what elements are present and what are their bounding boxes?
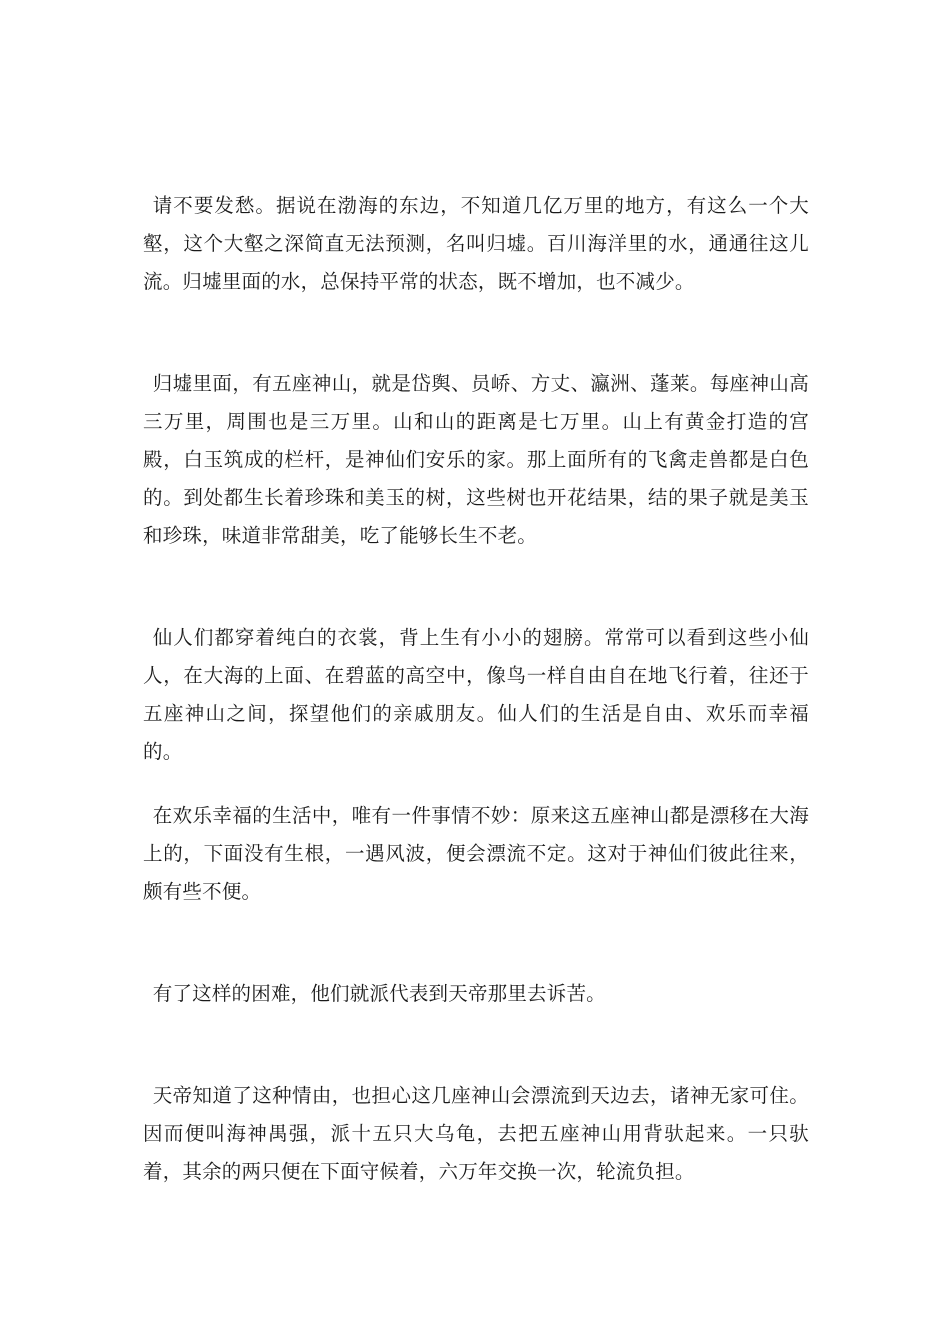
paragraph-2: 归墟里面，有五座神山，就是岱舆、员峤、方丈、瀛洲、蓬莱。每座神山高三万里，周围也是三万里。山和山的距离是七万里。山上有黄金打造的宫殿，白玉筑成的栏杆，是神仙们安乐的家。那上面所有的飞禽走兽都是白色的。到处都生长着珍珠和美玉的树，这些树也开花结果，结的果子就是美玉和珍珠，味道非常甜美，吃了能够长生不老。 [143, 372, 809, 547]
paragraph-4: 在欢乐幸福的生活中，唯有一件事情不妙：原来这五座神山都是漂移在大海上的，下面没有生根，一遇风波，便会漂流不定。这对于神仙们彼此往来，颇有些不便。 [143, 804, 809, 903]
paragraph-1: 请不要发愁。据说在渤海的东边，不知道几亿万里的地方，有这么一个大壑，这个大壑之深简直无法预测，名叫归墟。百川海洋里的水，通通往这儿流。归墟里面的水，总保持平常的状态，既不增加，也不减少。 [143, 194, 809, 293]
paragraph-5: 有了这样的困难，他们就派代表到天帝那里去诉苦。 [152, 982, 606, 1005]
paragraph-3: 仙人们都穿着纯白的衣裳，背上生有小小的翅膀。常常可以看到这些小仙人，在大海的上面、在碧蓝的高空中，像鸟一样自由自在地飞行着，往还于五座神山之间，探望他们的亲戚朋友。仙人们的生活是自由、欢乐而幸福的。 [143, 626, 809, 763]
paragraph-6: 天帝知道了这种情由，也担心这几座神山会漂流到天边去，诸神无家可住。因而便叫海神禺强，派十五只大乌龟，去把五座神山用背驮起来。一只驮着，其余的两只便在下面守候着，六万年交换一次，轮流负担。 [143, 1084, 809, 1183]
